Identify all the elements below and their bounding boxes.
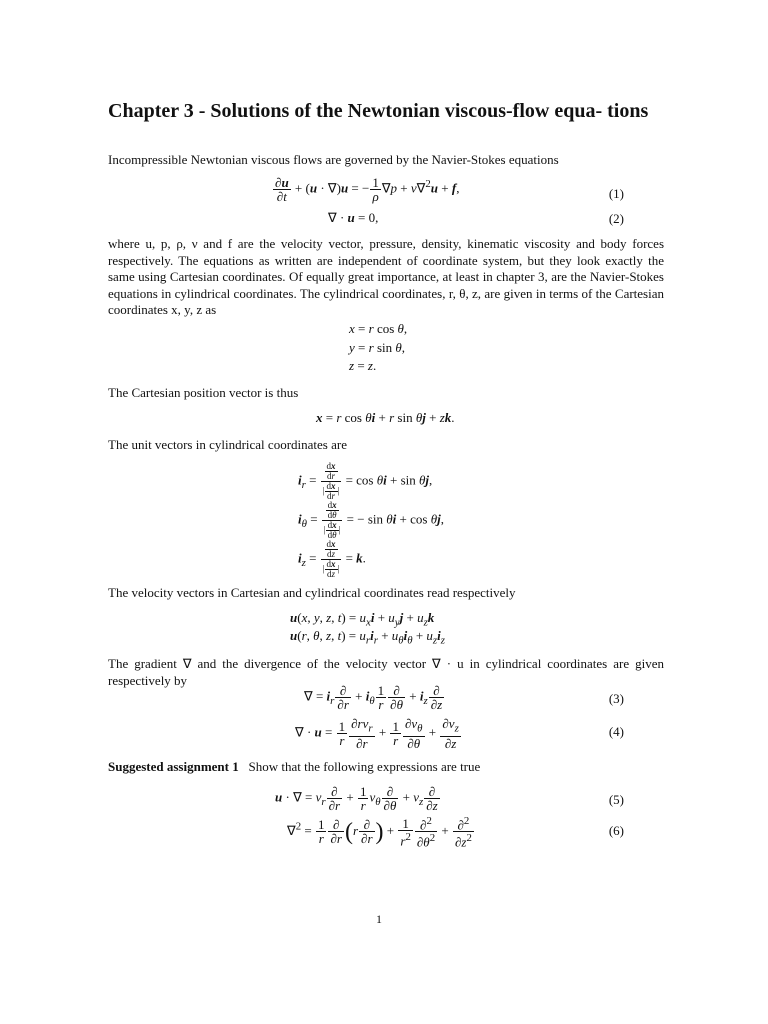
unit-vectors-paragraph: The unit vectors in cylindrical coordinates are xyxy=(108,437,347,452)
page-number: 1 xyxy=(376,912,382,926)
equation-laplacian: ∇$^2$ = $\frac{1}{r}$ $\frac{\partial}{\partial r}$ (r $\frac{\partial}{\partial r}$ ) + $\frac{1}{r^2}$ $\frac{\partial^2}{\partial\theta^2}$ + $\frac{\partial^2}{\partial z^2}$ xyxy=(287,815,472,850)
equation-number: (6) xyxy=(608,823,624,838)
equation-z-coordinate: z = z. xyxy=(349,358,377,373)
equation-y-coordinate: y = r sin θ, xyxy=(349,340,405,355)
velocity-paragraph: The velocity vectors in Cartesian and cylindrical coordinates read respectively xyxy=(108,585,516,600)
equation-divergence: ∇ · u = $\frac{1}{r}$ $\frac{\partial rv_r}{\partial r}$ + $\frac{1}{r}$ $\frac{\partial v_\theta}{\partial\theta}$ + $\frac{\partial v_z}{\partial z}$ xyxy=(295,716,459,751)
equation-number: (1) xyxy=(608,186,624,201)
equation-x-coordinate: x = r cos θ, xyxy=(349,321,408,336)
equation-velocity-cartesian: u(x, y, z, $t) = u_xi + u_yj + u_zk$ xyxy=(290,610,435,629)
intro-paragraph: Incompressible Newtonian viscous flows are governed by the Navier-Stokes equations xyxy=(108,152,559,167)
equation-number: (4) xyxy=(608,724,624,739)
gradient-paragraph: The gradient ∇ and the divergence of the velocity vector ∇ · u in cylindrical coordinates are given respectively by xyxy=(108,656,664,688)
assignment-label: Suggested assignment 1 xyxy=(108,759,239,774)
equation-number: (3) xyxy=(608,691,624,706)
equation-gradient: ∇ = $i_r$ $\frac{\partial}{\partial r}$ + $i_\theta$ $\frac{1}{r}$ $\frac{\partial}{\partial\theta}$ + $i_z$ $\frac{\partial}{\partial z}$ xyxy=(304,683,443,712)
equation-velocity-cylindrical: u(r, θ, z, $t) = u_ri_r + u_\theta i_\theta + u_zi_z$ xyxy=(290,628,445,647)
equation-continuity: ∇ · u = 0, xyxy=(328,210,379,225)
equation-number: (5) xyxy=(608,792,624,807)
assignment-paragraph xyxy=(108,759,664,776)
equation-unit-vector-r: $i_r$ = $\frac{dx}{dr}$ | $\frac{dx}{dr}$ | = cos θi + sin θj, xyxy=(298,461,433,501)
assignment-text: Show that the following expressions are true xyxy=(248,759,481,774)
position-paragraph: The Cartesian position vector is thus xyxy=(108,385,299,400)
equation-navier-stokes: $\frac{\partial u}{\partial t}$ + (u · ∇)u = − $\frac{1}{\rho}$ ∇p + ν∇$^2$u + f, xyxy=(275,175,460,204)
equation-unit-vector-theta: $i_\theta$ = $\frac{dx}{d\theta}$ | $\frac{dx}{d\theta}$ | = − sin θi + cos θj, xyxy=(298,500,444,540)
where-paragraph: where u, p, ρ, ν and f are the velocity vector, pressure, density, kinematic viscosity and body forces respectively. The equations as written are independent of coordinate system, but they look exactly the same using Cartesian coordinates. Of equally great importance, at least in chapter 3, are the Navier-Stokes equations in cylindrical coordinates. The cylindrical coordinates, r, θ, z, are given in terms of the Cartesian coordinates x, y, z as xyxy=(108,236,664,317)
equation-number: (2) xyxy=(608,211,624,226)
equation-position-vector: x = r cos θi + r sin θj + zk. xyxy=(316,410,455,425)
equation-advection-operator: u · ∇ = $v_r$ $\frac{\partial}{\partial r}$ + $\frac{1}{r}$ $v_\theta$ $\frac{\partial}{\partial\theta}$ + $v_z$ $\frac{\partial}{\partial z}$ xyxy=(275,784,438,813)
chapter-title: Chapter 3 - Solutions of the Newtonian viscous-flow equa- tions xyxy=(108,100,649,122)
equation-unit-vector-z: $i_z$ = $\frac{dx}{dz}$ | $\frac{dx}{dz}$ | = k. xyxy=(298,539,366,579)
